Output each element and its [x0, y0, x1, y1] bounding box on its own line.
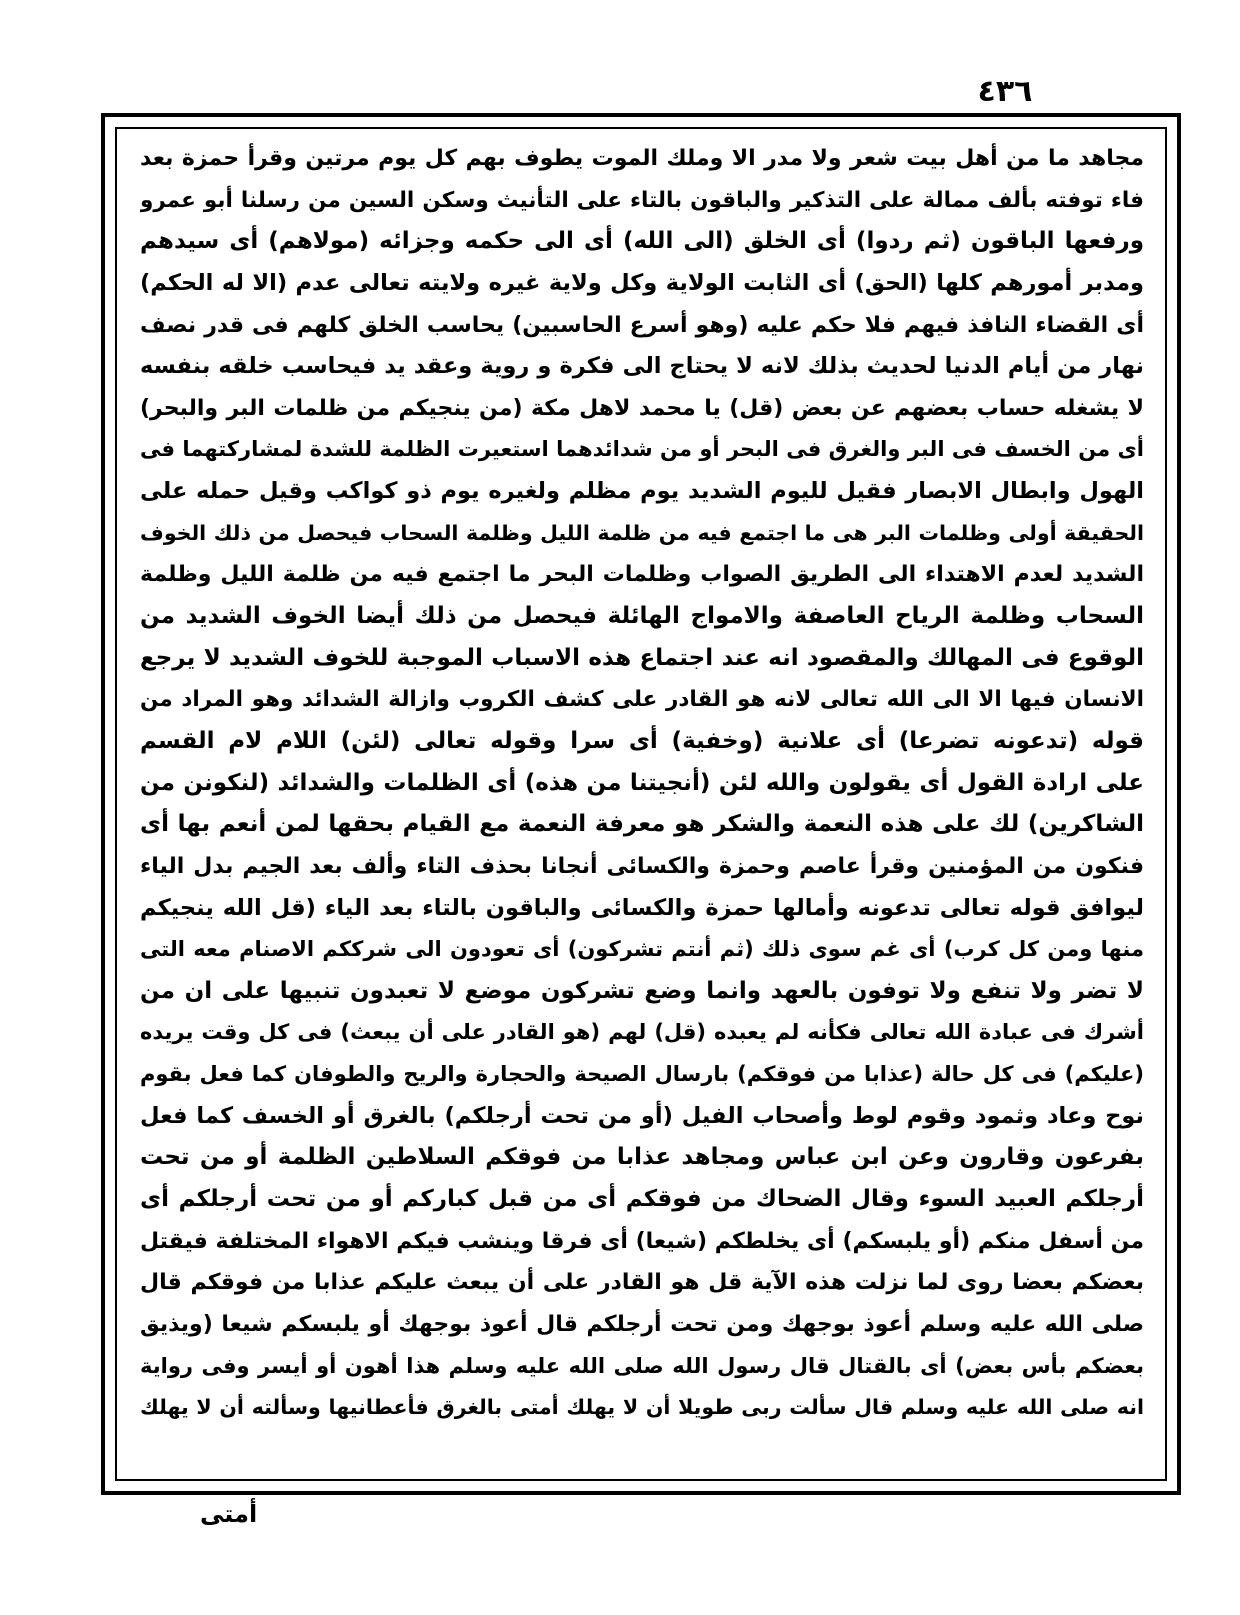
page-number: ٤٣٦: [977, 74, 1033, 109]
text-line: قوله (تدعونه تضرعا) أى علانية (وخفية) أى سرا وقوله تعالى (لئن) اللام لام القسم: [140, 727, 1144, 754]
text-line: فاء توفته بألف ممالة على التذكير والباقون بالتاء على التأنيث وسكن السين من رسلنا أبو عمرو: [140, 187, 1144, 213]
text-line: الانسان فيها الا الى الله تعالى لانه هو القادر على كشف الكروب وازالة الشدائد وهو المراد من: [140, 687, 1144, 713]
text-line: مجاهد ما من أهل بيت شعر ولا مدر الا وملك الموت يطوف بهم كل يوم مرتين وقرأ حمزة بعد: [140, 146, 1144, 171]
text-line: نوح وعاد وثمود وقوم لوط وأصحاب الفيل (أو من تحت أرجلكم) بالغرق أو الخسف كما فعل: [140, 1102, 1144, 1129]
text-line: (عليكم) فى كل حالة (عذابا من فوقكم) بارسال الصيحة والحجارة والريح والطوفان كما فعل بقوم: [140, 1062, 1144, 1087]
text-line: لا تضر ولا تنفع ولا توفون بالعهد وانما وضع تشركون موضع لا تعبدون تنبيها على ان من: [140, 977, 1144, 1004]
text-line: أى القضاء النافذ فيهم فلا حكم عليه (وهو أسرع الحاسبين) يحاسب الخلق كلهم فى قدر نصف: [140, 312, 1144, 338]
main-text-block: [140, 138, 1144, 1472]
text-line: الحقيقة أولى وظلمات البر هى ما اجتمع فيه من ظلمة الليل وظلمة السحاب فيحصل من ذلك الخوف: [140, 520, 1144, 545]
text-line: ورفعها الباقون (ثم ردوا) أى الخلق (الى الله) أى الى حكمه وجزائه (مولاهم) أى سيدهم: [140, 228, 1144, 255]
text-line: بفرعون وقارون وعن ابن عباس ومجاهد عذابا من فوقكم السلاطين الظلمة أو من تحت: [140, 1144, 1144, 1171]
text-line: الشديد لعدم الاهتداء الى الطريق الصواب وظلمات البحر ما اجتمع فيه من ظلمة الليل وظلمة: [140, 562, 1144, 588]
text-line: انه صلى الله عليه وسلم قال سألت ربى طويلا أن لا يهلك أمتى بالغرق فأعطانيها وسألته أن لا يهلك: [140, 1395, 1144, 1420]
text-line: الوقوع فى المهالك والمقصود انه عند اجتماع هذه الاسباب الموجبة للخوف الشديد لا يرجع: [140, 644, 1144, 671]
text-line: نهار من أيام الدنيا لحديث بذلك لانه لا يحتاج الى فكرة و روية وعقد يد فيحاسب خلقه بنفسه: [140, 353, 1144, 380]
text-line: الشاكرين) لك على هذه النعمة والشكر هو معرفة النعمة مع القيام بحقها لمن أنعم بها أى: [140, 811, 1144, 838]
text-line: على ارادة القول أى يقولون والله لئن (أنجيتنا من هذه) أى الظلمات والشدائد (لنكونن من: [140, 769, 1144, 796]
text-line: الهول وابطال الابصار فقيل لليوم الشديد يوم مظلم ولغيره يوم ذو كواكب وقيل حمله على: [140, 478, 1144, 505]
text-line: لا يشغله حساب بعضهم عن بعض (قل) يا محمد لاهل مكة (من ينجيكم من ظلمات البر والبحر): [140, 395, 1144, 421]
text-line: بعضكم بأس بعض) أى بالقتال قال رسول الله صلى الله عليه وسلم هذا أهون أو أيسر وفى رواية: [140, 1353, 1144, 1378]
text-line: ليوافق قوله تعالى تدعونه وأمالها حمزة والكسائى والباقون بالتاء بعد الياء (قل الله ينجيكم: [140, 894, 1144, 921]
text-line: أرجلكم العبيد السوء وقال الضحاك من فوقكم أى من قبل كباركم أو من تحت أرجلكم أى: [140, 1186, 1144, 1213]
text-line: فنكون من المؤمنين وقرأ عاصم وحمزة والكسائى أنجانا بحذف التاء وألف بعد الجيم بدل الياء: [140, 853, 1144, 879]
catchword: أمتى: [200, 1500, 258, 1528]
text-line: أى من الخسف فى البر والغرق فى البحر أو من شدائدهما استعيرت الظلمة للشدة لمشاركتهما فى: [140, 437, 1144, 462]
text-line: منها ومن كل كرب) أى غم سوى ذلك (ثم أنتم تشركون) أى تعودون الى شرككم الاصنام معه التى: [140, 937, 1144, 962]
text-line: صلى الله عليه وسلم أعوذ بوجهك ومن تحت أرجلكم قال أعوذ بوجهك أو يلبسكم شيعا (ويذيق: [140, 1311, 1144, 1337]
text-line: من أسفل منكم (أو يلبسكم) أى يخلطكم (شيعا) أى فرقا وينشب فيكم الاهواء المختلفة فيقتل: [140, 1228, 1144, 1254]
text-line: السحاب وظلمة الرياح العاصفة والامواج الهائلة فيحصل من ذلك أيضا الخوف الشديد من: [140, 603, 1144, 630]
text-line: ومدبر أمورهم كلها (الحق) أى الثابت الولاية وكل ولاية غيره ولايته تعالى عدم (الا له الحكم): [140, 269, 1144, 296]
text-line: أشرك فى عبادة الله تعالى فكأنه لم يعبده (قل) لهم (هو القادر على أن يبعث) فى كل وقت يريده: [140, 1020, 1144, 1045]
text-line: بعضكم بعضا روى لما نزلت هذه الآية قل هو القادر على أن يبعث عليكم عذابا من فوقكم قال: [140, 1270, 1144, 1296]
